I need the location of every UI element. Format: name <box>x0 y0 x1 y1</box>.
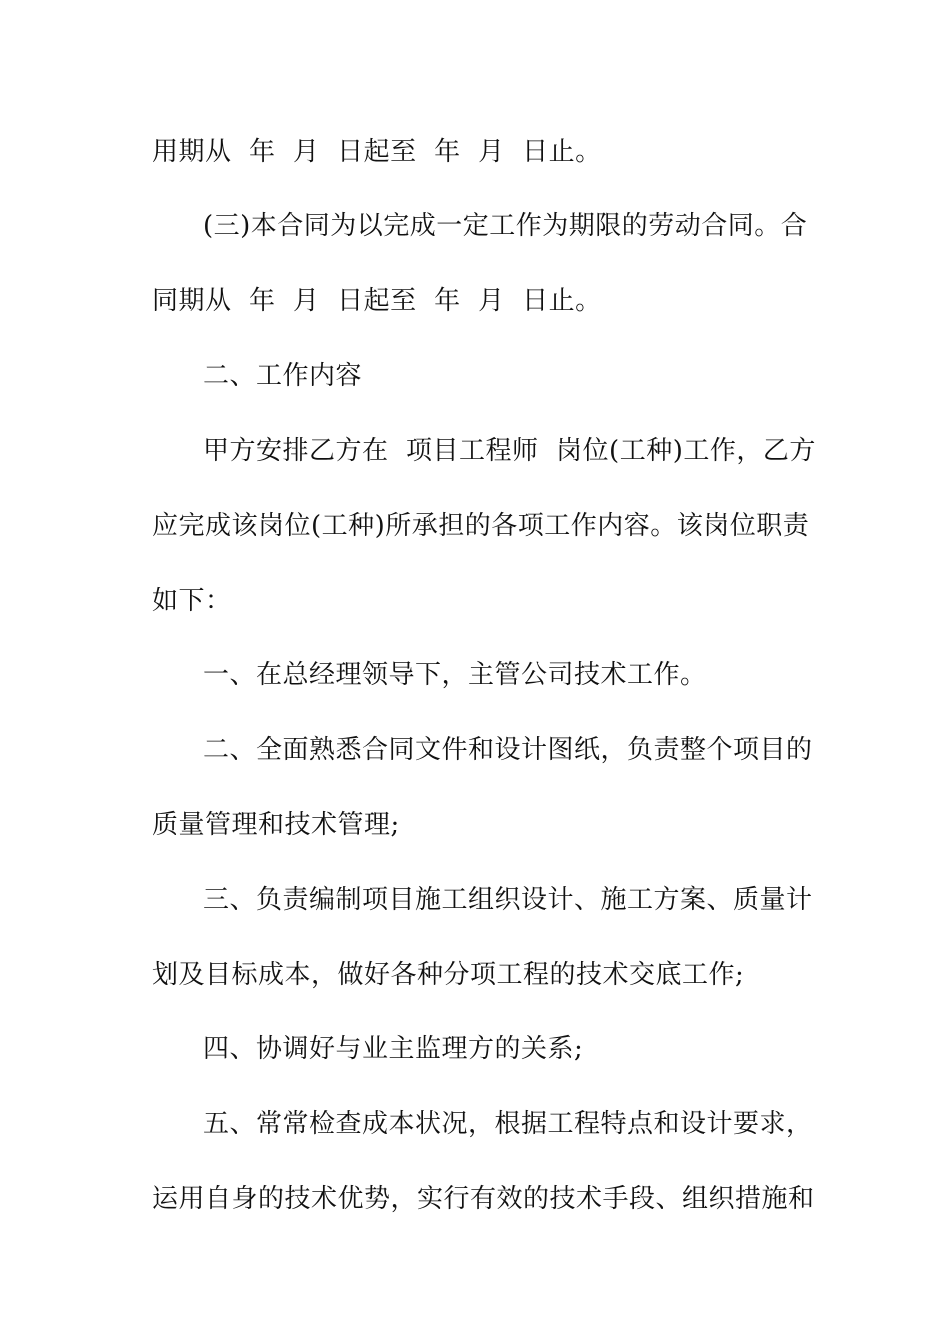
text-line: 二、全面熟悉合同文件和设计图纸，负责整个项目的 <box>203 735 813 765</box>
text-line: 划及目标成本，做好各种分项工程的技术交底工作; <box>152 960 745 990</box>
text-line: 如下： <box>152 586 232 616</box>
text-line: 五、常常检查成本状况，根据工程特点和设计要求， <box>203 1109 813 1139</box>
text-line: 应完成该岗位(工种)所承担的各项工作内容。该岗位职责 <box>152 511 810 541</box>
text-line: (三)本合同为以完成一定工作为期限的劳动合同。合 <box>203 211 808 241</box>
text-line: 质量管理和技术管理; <box>152 810 400 840</box>
text-line: 一、在总经理领导下，主管公司技术工作。 <box>203 660 707 690</box>
text-line: 运用自身的技术优势，实行有效的技术手段、组织措施和 <box>152 1184 815 1214</box>
text-line: 四、协调好与业主监理方的关系; <box>203 1034 584 1064</box>
section-heading: 二、工作内容 <box>203 361 363 391</box>
text-line: 同期从 年 月 日起至 年 月 日止。 <box>152 286 602 316</box>
text-line: 用期从 年 月 日起至 年 月 日止。 <box>152 137 602 167</box>
text-line: 甲方安排乙方在 项目工程师 岗位(工种)工作，乙方 <box>203 436 816 466</box>
text-line: 三、负责编制项目施工组织设计、施工方案、质量计 <box>203 885 813 915</box>
